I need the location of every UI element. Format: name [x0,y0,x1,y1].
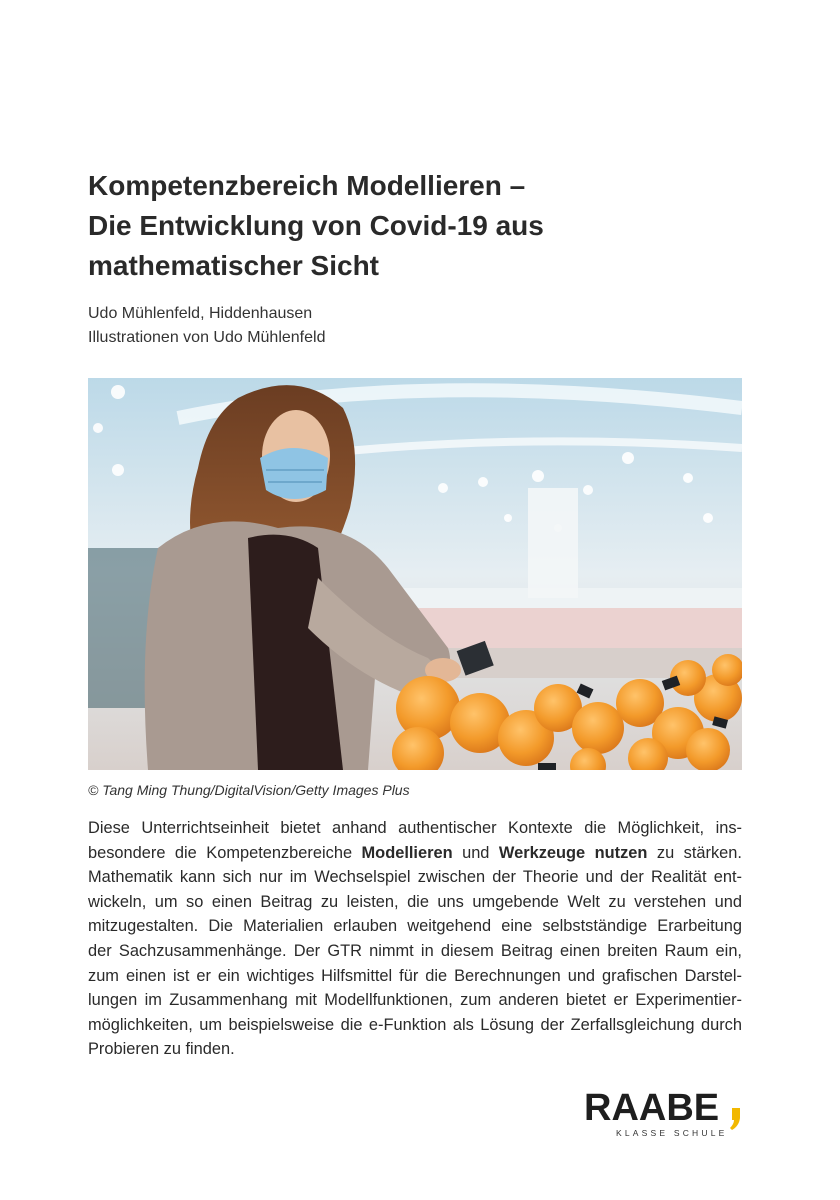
supermarket-photo-illustration [88,378,742,770]
paragraph-line-5: mitzugestalten. Die Materialien erlauben weitgehend eine selbstständige Erarbeitung [88,917,742,936]
logo-comma-icon [730,1108,740,1130]
title-line-2: Die Entwicklung von Covid-19 aus [88,210,544,241]
photo-credit: © Tang Ming Thung/DigitalVision/Getty Images Plus [88,782,410,798]
title-line-1: Kompetenzbereich Modellieren – [88,170,526,201]
cover-photo [88,378,742,770]
logo-tagline: KLASSE SCHULE [616,1128,728,1138]
paragraph-line-1: Diese Unterrichtseinheit bietet anhand authentischer Kontexte die Möglichkeit, ins- [88,819,742,837]
text-segment: und [462,843,490,862]
paragraph-line-8: lungen im Zusammenhang mit Modellfunktionen, zum anderen bietet er Experimentier- [88,991,742,1010]
illustrations-credit: Illustrationen von Udo Mühlenfeld [88,329,326,346]
author-block [88,302,325,350]
author-name: Udo Mühlenfeld, Hiddenhausen [88,305,313,322]
document-title [88,166,748,286]
title-line-3: mathematischer Sicht [88,250,379,281]
intro-paragraph [88,816,742,1062]
paragraph-line-6: der Sachzusammenhänge. Der GTR nimmt in diesem Beitrag einen breiten Raum ein, [88,941,742,960]
paragraph-line-7: zum einen ist er ein wichtiges Hilfsmittel für die Berechnungen und grafischen Darstel- [88,966,742,985]
paragraph-line-2 [88,841,742,866]
bold-term-werkzeuge-nutzen: Werkzeuge nutzen [498,843,648,862]
logo-wordmark: RAABE [584,1087,720,1129]
raabe-logo [584,1087,746,1140]
bold-term-modellieren: Modellieren [361,843,453,862]
paragraph-line-9: möglichkeiten, um beispielsweise die e-Funktion als Lösung der Zerfallsgleichung durch [88,1015,742,1034]
text-segment: besondere die Kompetenzbereiche [88,843,353,862]
paragraph-line-10: Probieren zu finden. [88,1040,235,1059]
paragraph-line-4: wickeln, um so einen Beitrag zu leisten, die uns umgebende Welt zu verstehen und [88,892,742,911]
text-segment: zu stärken. [656,843,742,862]
paragraph-line-3: Mathematik kann sich nur im Wechselspiel zwischen der Theorie und der Realität ent- [88,868,742,887]
